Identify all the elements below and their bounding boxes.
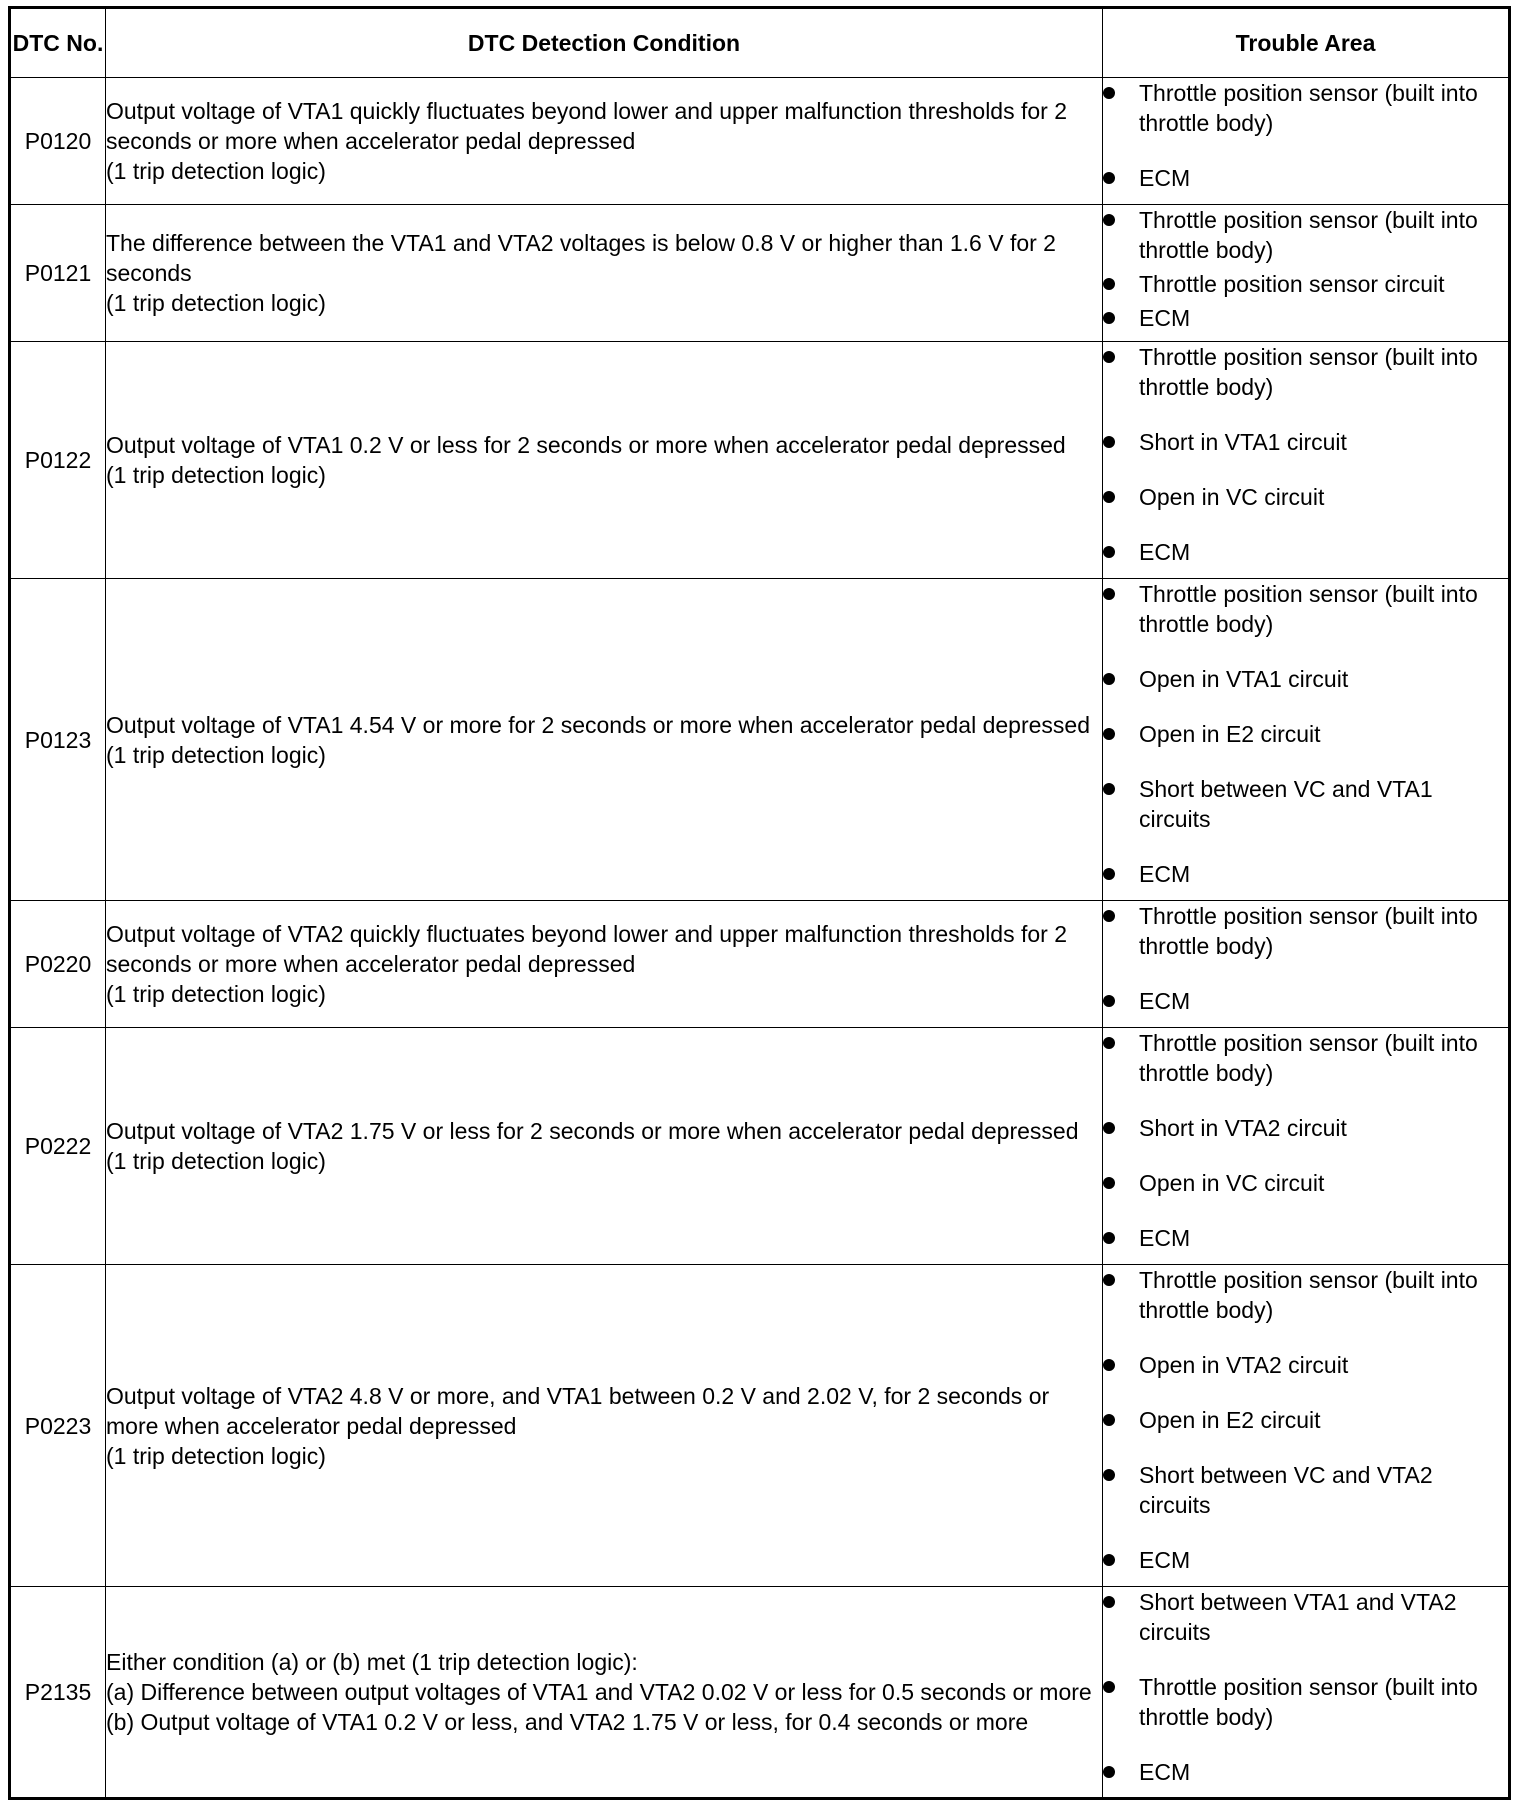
- trouble-area: [1103, 1587, 1510, 1799]
- bullet-icon: [1103, 87, 1115, 99]
- list-item: Open in E2 circuit: [1103, 719, 1508, 749]
- bullet-icon: [1103, 546, 1115, 558]
- list-item: Short between VC and VTA1 circuits: [1103, 774, 1508, 834]
- list-item: Throttle position sensor (built into throttle body): [1103, 1672, 1508, 1732]
- condition-line: (a) Difference between output voltages of VTA1 and VTA2 0.02 V or less for 0.5 seconds or more: [106, 1679, 1092, 1705]
- bullet-icon: [1103, 1766, 1115, 1778]
- list-item: Open in VTA2 circuit: [1103, 1350, 1508, 1380]
- list-item: Open in VC circuit: [1103, 482, 1508, 512]
- bullet-icon: [1103, 1122, 1115, 1134]
- trouble-area: [1103, 579, 1510, 901]
- dtc-table: [8, 6, 1511, 1800]
- list-item: ECM: [1103, 1545, 1508, 1575]
- list-item: Throttle position sensor (built into throttle body): [1103, 1028, 1508, 1088]
- list-item: Short in VTA2 circuit: [1103, 1113, 1508, 1143]
- condition-line: (1 trip detection logic): [106, 290, 326, 316]
- bullet-icon: [1103, 783, 1115, 795]
- trouble-area: [1103, 1028, 1510, 1265]
- list-item: Short between VC and VTA2 circuits: [1103, 1460, 1508, 1520]
- bullet-icon: [1103, 728, 1115, 740]
- detection-condition: [106, 78, 1103, 205]
- bullet-icon: [1103, 312, 1115, 324]
- dtc-code: P2135: [10, 1587, 106, 1799]
- trouble-area: [1103, 205, 1510, 342]
- list-item: Open in E2 circuit: [1103, 1405, 1508, 1435]
- bullet-icon: [1103, 1596, 1115, 1608]
- table-row: [10, 1028, 1510, 1265]
- bullet-icon: [1103, 1037, 1115, 1049]
- table-row: [10, 579, 1510, 901]
- condition-line: (1 trip detection logic): [106, 1442, 326, 1469]
- condition-line: (b) Output voltage of VTA1 0.2 V or less, and VTA2 1.75 V or less, for 0.4 seconds or more: [106, 1709, 1029, 1735]
- bullet-icon: [1103, 1554, 1115, 1566]
- detection-condition: [106, 1265, 1103, 1587]
- dtc-code: P0122: [10, 342, 106, 579]
- header-dtc-no: DTC No.: [10, 8, 106, 78]
- list-item: Open in VC circuit: [1103, 1168, 1508, 1198]
- dtc-code: P0123: [10, 579, 106, 901]
- bullet-icon: [1103, 278, 1115, 290]
- list-item: Throttle position sensor (built into throttle body): [1103, 78, 1508, 138]
- detection-condition: [106, 342, 1103, 579]
- condition-line: (1 trip detection logic): [106, 1148, 326, 1174]
- condition-line: Output voltage of VTA1 quickly fluctuates beyond lower and upper malfunction thresholds for 2 seconds or more when accelerator pedal depressed: [106, 98, 1068, 154]
- trouble-area: [1103, 1265, 1510, 1587]
- header-trouble-area: Trouble Area: [1103, 8, 1510, 78]
- dtc-code: P0222: [10, 1028, 106, 1265]
- list-item: Throttle position sensor (built into throttle body): [1103, 1265, 1508, 1325]
- table-row: [10, 78, 1510, 205]
- dtc-code: P0223: [10, 1265, 106, 1587]
- condition-line: Output voltage of VTA2 1.75 V or less for 2 seconds or more when accelerator pedal depressed: [106, 1118, 1079, 1144]
- condition-line: Output voltage of VTA2 4.8 V or more, and VTA1 between 0.2 V and 2.02 V, for 2 seconds or more when accelerator pedal depressed: [106, 1382, 1050, 1439]
- condition-line: (1 trip detection logic): [106, 981, 326, 1007]
- list-item: ECM: [1103, 303, 1508, 333]
- bullet-icon: [1103, 1414, 1115, 1426]
- list-item: ECM: [1103, 163, 1508, 193]
- list-item: Throttle position sensor (built into throttle body): [1103, 901, 1508, 961]
- condition-line: Output voltage of VTA2 quickly fluctuates beyond lower and upper malfunction thresholds for 2 seconds or more when accelerator pedal depressed: [106, 921, 1068, 977]
- list-item: Throttle position sensor (built into throttle body): [1103, 579, 1508, 639]
- list-item: ECM: [1103, 986, 1508, 1016]
- list-item: Throttle position sensor circuit: [1103, 269, 1508, 299]
- list-item: ECM: [1103, 1223, 1508, 1253]
- list-item: Throttle position sensor (built into throttle body): [1103, 205, 1508, 265]
- bullet-icon: [1103, 995, 1115, 1007]
- table-row: [10, 1587, 1510, 1799]
- bullet-icon: [1103, 1469, 1115, 1481]
- table-row: [10, 1265, 1510, 1587]
- bullet-icon: [1103, 910, 1115, 922]
- condition-line: (1 trip detection logic): [106, 158, 326, 184]
- list-item: Open in VTA1 circuit: [1103, 664, 1508, 694]
- bullet-icon: [1103, 588, 1115, 600]
- detection-condition: [106, 205, 1103, 342]
- dtc-code: P0220: [10, 901, 106, 1028]
- condition-line: The difference between the VTA1 and VTA2 voltages is below 0.8 V or higher than 1.6 V for 2 seconds: [106, 230, 1056, 286]
- list-item: Short in VTA1 circuit: [1103, 427, 1508, 457]
- table-header-row: [10, 8, 1510, 78]
- detection-condition: [106, 579, 1103, 901]
- table-row: [10, 205, 1510, 342]
- bullet-icon: [1103, 351, 1115, 363]
- dtc-code: P0121: [10, 205, 106, 342]
- detection-condition: [106, 901, 1103, 1028]
- bullet-icon: [1103, 1232, 1115, 1244]
- list-item: ECM: [1103, 1757, 1508, 1787]
- list-item: ECM: [1103, 537, 1508, 567]
- condition-line: (1 trip detection logic): [106, 462, 326, 488]
- condition-line: Output voltage of VTA1 0.2 V or less for 2 seconds or more when accelerator pedal depressed: [106, 432, 1066, 458]
- bullet-icon: [1103, 1681, 1115, 1693]
- trouble-area: [1103, 342, 1510, 579]
- detection-condition: [106, 1587, 1103, 1799]
- condition-line: Output voltage of VTA1 4.54 V or more for 2 seconds or more when accelerator pedal depressed: [106, 711, 1091, 738]
- list-item: Throttle position sensor (built into throttle body): [1103, 342, 1508, 402]
- table-row: [10, 901, 1510, 1028]
- dtc-code: P0120: [10, 78, 106, 205]
- trouble-area: [1103, 901, 1510, 1028]
- detection-condition: [106, 1028, 1103, 1265]
- table-row: [10, 342, 1510, 579]
- bullet-icon: [1103, 491, 1115, 503]
- condition-line: (1 trip detection logic): [106, 741, 326, 768]
- list-item: ECM: [1103, 859, 1508, 889]
- list-item: Short between VTA1 and VTA2 circuits: [1103, 1587, 1508, 1647]
- bullet-icon: [1103, 436, 1115, 448]
- bullet-icon: [1103, 214, 1115, 226]
- bullet-icon: [1103, 1359, 1115, 1371]
- condition-line: Either condition (a) or (b) met (1 trip detection logic):: [106, 1649, 638, 1675]
- bullet-icon: [1103, 172, 1115, 184]
- bullet-icon: [1103, 1177, 1115, 1189]
- header-detection-condition: DTC Detection Condition: [106, 8, 1103, 78]
- bullet-icon: [1103, 868, 1115, 880]
- trouble-area: [1103, 78, 1510, 205]
- bullet-icon: [1103, 1274, 1115, 1286]
- bullet-icon: [1103, 673, 1115, 685]
